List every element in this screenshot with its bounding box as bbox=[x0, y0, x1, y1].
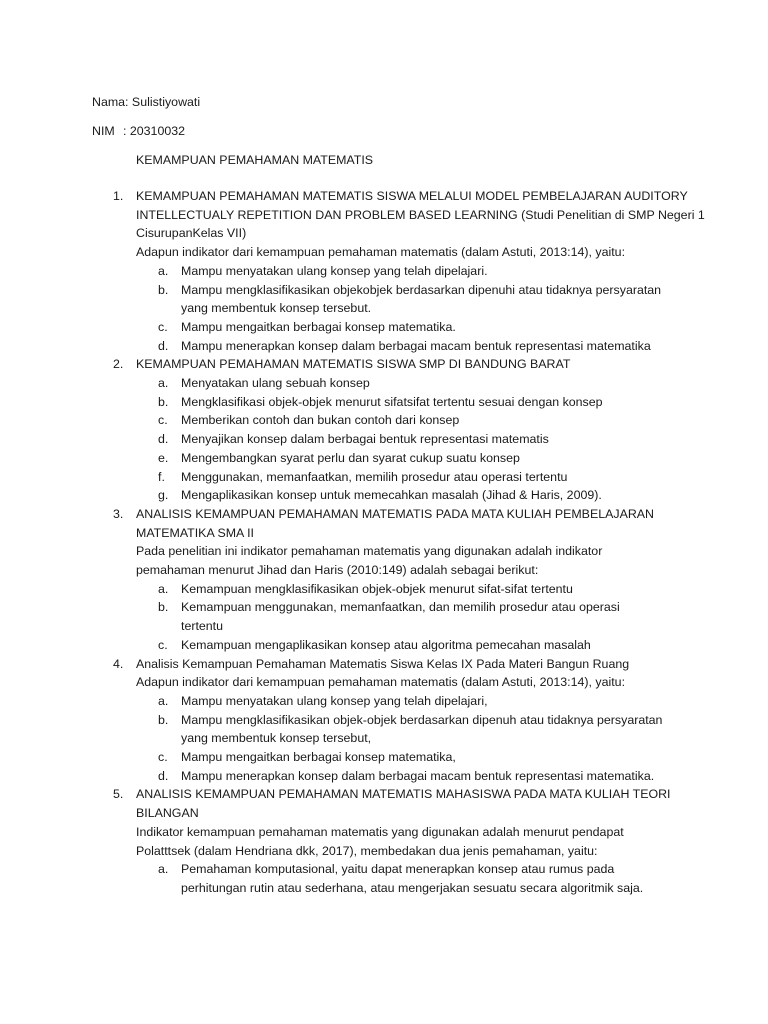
section-title-line: BILANGAN bbox=[136, 806, 199, 821]
section-title-line: CisurupanKelas VII) bbox=[136, 226, 247, 241]
list-item-letter: a. bbox=[158, 693, 169, 708]
list-item-letter: a. bbox=[158, 376, 169, 390]
list-item-text: Pemahaman komputasional, yaitu dapat menerapkan konsep atau rumus pada bbox=[181, 862, 615, 877]
nim-value: : 20310032 bbox=[123, 124, 186, 138]
section-title-line: ANALISIS KEMAMPUAN PEMAHAMAN MATEMATIS MAHASISWA PADA MATA KULIAH TEORI bbox=[136, 787, 671, 802]
list-item-letter: c. bbox=[158, 637, 168, 652]
list-item-text: yang membentuk konsep tersebut, bbox=[181, 731, 372, 746]
list-item-letter: b. bbox=[158, 394, 169, 409]
section-title-line: INTELLECTUALY REPETITION DAN PROBLEM BASED LEARNING (Studi Penelitian di SMP Negeri 1 bbox=[136, 207, 705, 222]
list-item-text: Kemampuan mengaplikasikan konsep atau algoritma pemecahan masalah bbox=[181, 637, 591, 652]
section-number: 4. bbox=[113, 656, 124, 671]
document-title: KEMAMPUAN PEMAHAMAN MATEMATIS bbox=[136, 153, 374, 167]
list-item-letter: b. bbox=[158, 282, 169, 297]
list-item-text: Mampu menyatakan ulang konsep yang telah dipelajari, bbox=[181, 693, 488, 708]
list-item-text: Mampu menerapkan konsep dalam berbagai macam bentuk representasi matematika bbox=[181, 338, 651, 353]
section-intro-line: Pada penelitian ini indikator pemahaman matematis yang digunakan adalah indikator bbox=[136, 544, 603, 559]
list-item-text: Mampu mengklasifikasikan objekobjek berdasarkan dipenuhi atau tidaknya persyaratan bbox=[181, 282, 662, 297]
list-item-letter: e. bbox=[158, 450, 169, 465]
list-item-letter: b. bbox=[158, 712, 169, 727]
list-item-text: Mengaplikasikan konsep untuk memecahkan masalah (Jihad & Haris, 2009). bbox=[181, 488, 602, 503]
list-item-text: Menyatakan ulang sebuah konsep bbox=[181, 376, 370, 390]
list-item-letter: a. bbox=[158, 263, 169, 278]
section-number: 2. bbox=[113, 357, 124, 372]
section-number: 5. bbox=[113, 787, 124, 802]
list-item-letter: a. bbox=[158, 862, 169, 877]
list-item-letter: a. bbox=[158, 581, 169, 596]
section-title-line: MATEMATIKA SMA II bbox=[136, 525, 254, 540]
list-item-text: Menyajikan konsep dalam berbagai bentuk representasi matematis bbox=[181, 432, 549, 447]
list-item-text: Mengembangkan syarat perlu dan syarat cukup suatu konsep bbox=[181, 450, 520, 465]
name-line: Nama: Sulistiyowati bbox=[92, 95, 201, 109]
section-number: 1. bbox=[113, 189, 124, 203]
section-title-line: ANALISIS KEMAMPUAN PEMAHAMAN MATEMATIS PADA MATA KULIAH PEMBELAJARAN bbox=[136, 506, 654, 521]
section-intro-line: Adapun indikator dari kemampuan pemahaman matematis (dalam Astuti, 2013:14), yaitu: bbox=[136, 675, 626, 690]
list-item-text: perhitungan rutin atau sederhana, atau mengerjakan sesuatu secara algoritmik saja. bbox=[181, 880, 644, 895]
section-title-line: KEMAMPUAN PEMAHAMAN MATEMATIS SISWA SMP DI BANDUNG BARAT bbox=[136, 357, 571, 372]
list-item-text: Mampu mengaitkan berbagai konsep matematika, bbox=[181, 750, 456, 764]
list-item-letter: d. bbox=[158, 432, 169, 447]
list-item-text: Kemampuan menggunakan, memanfaatkan, dan memilih prosedur atau operasi bbox=[181, 600, 620, 615]
list-item-letter: d. bbox=[158, 768, 169, 783]
list-item-text: Menggunakan, memanfaatkan, memilih prosedur atau operasi tertentu bbox=[181, 469, 568, 484]
list-item-letter: c. bbox=[158, 413, 168, 428]
list-item-text: yang membentuk konsep tersebut. bbox=[181, 301, 372, 316]
list-item-text: Kemampuan mengklasifikasikan objek-objek menurut sifat-sifat tertentu bbox=[181, 581, 573, 596]
list-item-text: Mampu mengklasifikasikan objek-objek berdasarkan dipenuh atau tidaknya persyaratan bbox=[181, 712, 663, 727]
list-item-letter: b. bbox=[158, 600, 169, 615]
list-item-letter: c. bbox=[158, 319, 168, 334]
list-item-text: Mampu menerapkan konsep dalam berbagai macam bentuk representasi matematika. bbox=[181, 768, 655, 783]
list-item-letter: c. bbox=[158, 750, 168, 764]
section-intro-line: Adapun indikator dari kemampuan pemahaman matematis (dalam Astuti, 2013:14), yaitu: bbox=[136, 245, 626, 260]
section-number: 3. bbox=[113, 506, 124, 521]
list-item-text: Mengklasifikasi objek-objek menurut sifatsifat tertentu sesuai dengan konsep bbox=[181, 394, 603, 409]
list-item-text: Mampu mengaitkan berbagai konsep matematika. bbox=[181, 319, 456, 334]
list-item-letter: g. bbox=[158, 488, 169, 503]
list-item-text: tertentu bbox=[181, 619, 224, 634]
section-intro-line: pemahaman menurut Jihad dan Haris (2010:149) adalah sebagai berikut: bbox=[136, 563, 539, 577]
list-item-text: Mampu menyatakan ulang konsep yang telah dipelajari. bbox=[181, 263, 488, 278]
list-item-letter: d. bbox=[158, 338, 169, 353]
section-intro-line: Indikator kemampuan pemahaman matematis yang digunakan adalah menurut pendapat bbox=[136, 824, 624, 839]
nim-label: NIM bbox=[92, 124, 115, 138]
section-intro-line: Polatttsek (dalam Hendriana dkk, 2017), membedakan dua jenis pemahaman, yaitu: bbox=[136, 843, 598, 858]
list-item-letter: f. bbox=[158, 469, 165, 484]
section-title-line: KEMAMPUAN PEMAHAMAN MATEMATIS SISWA MELALUI MODEL PEMBELAJARAN AUDITORY bbox=[136, 189, 688, 203]
section-title-line: Analisis Kemampuan Pemahaman Matematis Siswa Kelas IX Pada Materi Bangun Ruang bbox=[136, 656, 630, 671]
list-item-text: Memberikan contoh dan bukan contoh dari konsep bbox=[181, 413, 460, 428]
